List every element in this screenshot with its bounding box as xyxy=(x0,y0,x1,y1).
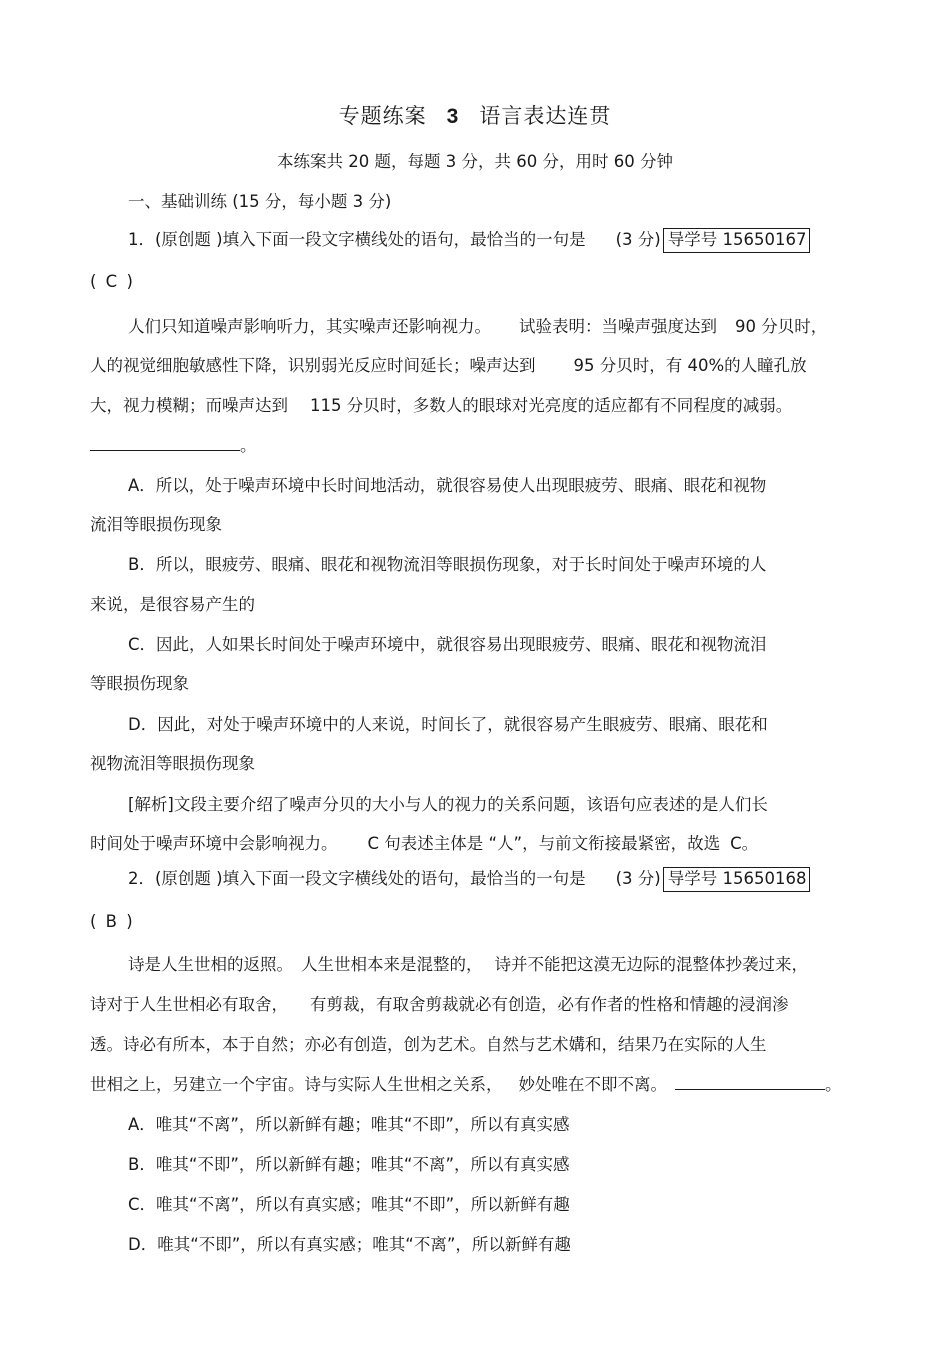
question-1-answer: ( C ) xyxy=(90,272,135,291)
page-subtitle: 本练案共 20 题，每题 3 分，共 60 分，用时 60 分钟 xyxy=(277,152,673,171)
fill-in-blank xyxy=(675,1073,825,1090)
question-1-option-b-line-2: 来说，是很容易产生的 xyxy=(90,595,255,614)
question-2-answer: ( B ) xyxy=(90,912,135,931)
question-1-passage-line-2: 人的视觉细胞敏感性下降，识别弱光反应时间延长；噪声达到 95 分贝时，有 40%的人瞳孔放 xyxy=(90,356,807,375)
question-2-passage-line-1: 诗是人生世相的返照。 人生世相本来是混整的， 诗并不能把这漠无边际的混整体抄袭过来， xyxy=(128,955,808,974)
question-2-guide-number: 导学号 15650168 xyxy=(663,867,811,892)
question-1-option-c-line-1: C．因此，人如果长时间处于噪声环境中，就很容易出现眼疲劳、眼痛、眼花和视物流泪 xyxy=(128,635,767,654)
question-1-stem-line xyxy=(128,226,810,253)
question-2-passage-line-3: 透。诗必有所本，本于自然；亦必有创造，创为艺术。自然与艺术媾和，结果乃在实际的人生 xyxy=(90,1035,767,1054)
question-1-option-a-line-2: 流泪等眼损伤现象 xyxy=(90,515,222,534)
question-2-option-c: C．唯其“不离”，所以有真实感；唯其“不即”，所以新鲜有趣 xyxy=(128,1195,570,1214)
question-1-passage-line-3: 大，视力模糊；而噪声达到 115 分贝时，多数人的眼球对光亮度的适应都有不同程度的减弱。 xyxy=(90,396,793,415)
question-1-passage-line-1: 人们只知道噪声影响听力，其实噪声还影响视力。 试验表明：当噪声强度达到 90 分贝时， xyxy=(128,317,828,336)
question-1-analysis-line-1: [解析]文段主要介绍了噪声分贝的大小与人的视力的关系问题，该语句应表述的是人们长 xyxy=(128,795,768,814)
question-2-option-d: D．唯其“不即”，所以有真实感；唯其“不离”，所以新鲜有趣 xyxy=(128,1235,571,1254)
question-1-option-d-line-2: 视物流泪等眼损伤现象 xyxy=(90,754,255,773)
question-2-stem-line xyxy=(128,865,810,892)
question-2-score: (3 分) xyxy=(615,869,661,888)
question-1-answer-blank: 。 xyxy=(90,432,257,456)
question-1-stem: 1．(原创题 )填入下面一段文字横线处的语句，最恰当的一句是 xyxy=(128,230,586,249)
question-1-option-a-line-1: A．所以，处于噪声环境中长时间地活动，就很容易使人出现眼疲劳、眼痛、眼花和视物 xyxy=(128,476,767,495)
question-2-option-a: A．唯其“不离”，所以新鲜有趣；唯其“不即”，所以有真实感 xyxy=(128,1115,570,1134)
question-1-option-d-line-1: D．因此，对处于噪声环境中的人来说，时间长了，就很容易产生眼疲劳、眼痛、眼花和 xyxy=(128,715,768,734)
question-2-passage-line-2: 诗对于人生世相必有取舍， 有剪裁，有取舍剪裁就必有创造，必有作者的性格和情趣的浸润渗 xyxy=(90,995,789,1014)
question-2-passage-line-4: 世相之上，另建立一个宇宙。诗与实际人生世相之关系， 妙处唯在不即不离。 。 xyxy=(90,1075,842,1094)
title-suffix: 语言表达连贯 xyxy=(479,104,612,128)
section-heading: 一、基础训练 (15 分，每小题 3 分) xyxy=(128,192,392,211)
question-2-stem: 2．(原创题 )填入下面一段文字横线处的语句，最恰当的一句是 xyxy=(128,869,586,888)
title-prefix: 专题练案 xyxy=(338,104,427,128)
title-number: 3 xyxy=(446,105,460,128)
question-1-guide-number: 导学号 15650167 xyxy=(663,228,811,253)
page-title xyxy=(0,100,950,130)
question-1-score: (3 分) xyxy=(615,230,661,249)
question-1-analysis-line-2: 时间处于噪声环境中会影响视力。 C 句表述主体是 “人”，与前文衔接最紧密，故选 C。 xyxy=(90,834,759,853)
question-1-option-c-line-2: 等眼损伤现象 xyxy=(90,674,189,693)
question-2-option-b: B．唯其“不即”，所以新鲜有趣；唯其“不离”，所以有真实感 xyxy=(128,1155,570,1174)
fill-in-blank xyxy=(90,434,240,451)
question-1-option-b-line-1: B．所以，眼疲劳、眼痛、眼花和视物流泪等眼损伤现象，对于长时间处于噪声环境的人 xyxy=(128,555,767,574)
